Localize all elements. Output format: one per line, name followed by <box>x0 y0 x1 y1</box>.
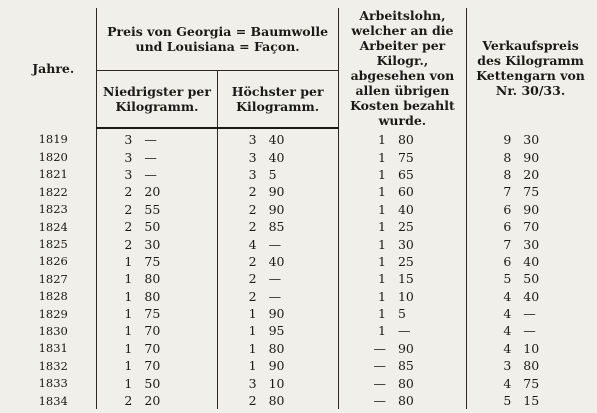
wage-francs-cell: 1 <box>338 288 390 305</box>
highest-centimes-cell: 90 <box>268 184 285 200</box>
highest-centimes-cell: — <box>268 288 282 304</box>
wage-francs-cell: — <box>338 374 390 391</box>
highest-centimes-cell: 80 <box>268 340 285 356</box>
price-francs-cell: 7 <box>467 183 516 200</box>
highest-centimes-cell: 80 <box>268 393 285 409</box>
year-cell: 1827 <box>38 271 68 286</box>
lowest-francs-cell: 1 <box>97 357 138 374</box>
year-cell: 1826 <box>38 254 68 269</box>
price-centimes-cell: 90 <box>523 201 540 217</box>
price-francs-cell: 8 <box>467 166 516 183</box>
wage-centimes-cell: 80 <box>397 131 414 147</box>
wage-francs-cell: — <box>338 340 390 357</box>
year-cell: 1832 <box>38 358 68 373</box>
wage-francs-cell: 1 <box>338 183 390 200</box>
highest-centimes-cell: 40 <box>268 253 285 269</box>
lowest-francs-cell: 2 <box>97 183 138 200</box>
highest-centimes-cell: 90 <box>268 358 285 374</box>
table-row <box>10 270 594 287</box>
lowest-francs-cell: 1 <box>97 322 138 339</box>
highest-price-header: Höchster per Kilogramm. <box>217 70 338 128</box>
lowest-centimes-cell: 80 <box>144 271 161 287</box>
wage-centimes-cell: 40 <box>397 201 414 217</box>
wage-column-header: Arbeitslohn, welcher an die Arbeiter per Kilogr., abgesehen von allen übrigen Kosten bezahlt wurde. <box>338 8 466 128</box>
year-cell: 1819 <box>38 132 68 147</box>
lowest-francs-cell: 2 <box>97 392 138 409</box>
wage-francs-cell: 1 <box>338 270 390 287</box>
price-francs-cell: 6 <box>467 218 516 235</box>
highest-centimes-cell: 5 <box>268 166 277 182</box>
lowest-centimes-cell: 70 <box>144 358 161 374</box>
year-cell: 1820 <box>38 150 68 165</box>
year-cell: 1825 <box>38 237 68 252</box>
highest-centimes-cell: 85 <box>268 219 285 235</box>
price-francs-cell: 4 <box>467 374 516 391</box>
highest-francs-cell: 2 <box>217 253 263 270</box>
wage-francs-cell: — <box>338 392 390 409</box>
year-cell: 1830 <box>38 323 68 338</box>
price-francs-cell: 9 <box>467 128 516 148</box>
wage-centimes-cell: 25 <box>397 219 414 235</box>
year-cell: 1831 <box>38 341 68 356</box>
lowest-francs-cell: 1 <box>97 288 138 305</box>
lowest-centimes-cell: 50 <box>144 219 161 235</box>
lowest-francs-cell: 2 <box>97 201 138 218</box>
year-column-header: Jahre. <box>32 60 75 76</box>
table-row <box>10 288 594 305</box>
lowest-centimes-cell: 30 <box>144 236 161 252</box>
lowest-francs-cell: 3 <box>97 148 138 165</box>
price-francs-cell: 4 <box>467 340 516 357</box>
highest-centimes-cell: 40 <box>268 149 285 165</box>
wage-centimes-cell: 15 <box>397 271 414 287</box>
year-cell: 1833 <box>38 376 68 391</box>
highest-francs-cell: 3 <box>217 374 263 391</box>
highest-francs-cell: 3 <box>217 166 263 183</box>
wage-francs-cell: 1 <box>338 201 390 218</box>
lowest-francs-cell: 3 <box>97 166 138 183</box>
price-centimes-cell: 50 <box>523 271 540 287</box>
price-francs-cell: 7 <box>467 235 516 252</box>
wage-francs-cell: 1 <box>338 322 390 339</box>
lowest-francs-cell: 2 <box>97 218 138 235</box>
lowest-centimes-cell: 20 <box>144 184 161 200</box>
wage-centimes-cell: 10 <box>397 288 414 304</box>
price-francs-cell: 4 <box>467 322 516 339</box>
table-row <box>10 166 594 183</box>
highest-francs-cell: 2 <box>217 392 263 409</box>
wage-centimes-cell: 85 <box>397 358 414 374</box>
price-centimes-cell: 15 <box>523 393 540 409</box>
highest-francs-cell: 1 <box>217 322 263 339</box>
highest-centimes-cell: 90 <box>268 201 285 217</box>
highest-francs-cell: 2 <box>217 218 263 235</box>
highest-francs-cell: 2 <box>217 288 263 305</box>
lowest-centimes-cell: — <box>144 149 157 165</box>
price-centimes-cell: 80 <box>523 358 540 374</box>
highest-centimes-cell: 40 <box>268 132 285 148</box>
table-row <box>10 235 594 252</box>
price-francs-cell: 6 <box>467 201 516 218</box>
highest-francs-cell: 1 <box>217 305 263 322</box>
lowest-francs-cell: 2 <box>97 235 138 252</box>
year-cell: 1823 <box>38 202 68 217</box>
lowest-centimes-cell: 50 <box>144 375 161 391</box>
lowest-centimes-cell: — <box>144 166 157 182</box>
price-francs-cell: 4 <box>467 305 516 322</box>
lowest-francs-cell: 1 <box>97 253 138 270</box>
table-row <box>10 357 594 374</box>
highest-centimes-cell: 10 <box>268 375 285 391</box>
price-centimes-cell: 40 <box>523 288 540 304</box>
highest-francs-cell: 2 <box>217 201 263 218</box>
table-row <box>10 305 594 322</box>
price-centimes-cell: — <box>523 323 536 339</box>
price-centimes-cell: 40 <box>523 253 540 269</box>
highest-francs-cell: 3 <box>217 148 263 165</box>
lowest-centimes-cell: 20 <box>144 393 161 409</box>
year-cell: 1821 <box>38 167 68 182</box>
wage-francs-cell: 1 <box>338 305 390 322</box>
highest-centimes-cell: — <box>268 236 282 252</box>
wage-centimes-cell: 60 <box>397 184 414 200</box>
price-francs-cell: 5 <box>467 392 516 409</box>
wage-centimes-cell: 65 <box>397 166 414 182</box>
year-cell: 1834 <box>38 393 68 408</box>
lowest-centimes-cell: 70 <box>144 340 161 356</box>
wage-centimes-cell: 25 <box>397 253 414 269</box>
lowest-price-header: Niedrigster per Kilogramm. <box>97 70 217 128</box>
highest-centimes-cell: 90 <box>268 306 285 322</box>
price-centimes-cell: 75 <box>523 375 540 391</box>
wage-francs-cell: 1 <box>338 148 390 165</box>
sale-price-column-header: Verkaufspreis des Kilogramm Kettengarn von Nr. 30/33. <box>467 8 594 128</box>
highest-francs-cell: 3 <box>217 128 263 148</box>
wage-francs-cell: 1 <box>338 218 390 235</box>
wage-centimes-cell: 80 <box>397 375 414 391</box>
highest-francs-cell: 4 <box>217 235 263 252</box>
wage-centimes-cell: 80 <box>397 393 414 409</box>
wage-centimes-cell: — <box>397 323 411 339</box>
year-cell: 1824 <box>38 219 68 234</box>
table-row <box>10 128 594 148</box>
georgia-price-group-header: Preis von Georgia = Baumwolle und Louisiana = Façon. <box>97 8 338 70</box>
lowest-francs-cell: 1 <box>97 270 138 287</box>
year-cell: 1828 <box>38 289 68 304</box>
price-francs-cell: 6 <box>467 253 516 270</box>
price-centimes-cell: 30 <box>523 236 540 252</box>
table-row <box>10 253 594 270</box>
table-row <box>10 201 594 218</box>
lowest-francs-cell: 1 <box>97 374 138 391</box>
highest-francs-cell: 1 <box>217 340 263 357</box>
wage-francs-cell: 1 <box>338 166 390 183</box>
table-row <box>10 183 594 200</box>
lowest-centimes-cell: 75 <box>144 306 161 322</box>
lowest-francs-cell: 3 <box>97 128 138 148</box>
price-francs-cell: 4 <box>467 288 516 305</box>
table-row <box>10 340 594 357</box>
wage-centimes-cell: 90 <box>397 340 414 356</box>
price-centimes-cell: 10 <box>523 340 540 356</box>
table-header <box>10 8 594 128</box>
lowest-centimes-cell: — <box>144 132 157 148</box>
lowest-francs-cell: 1 <box>97 340 138 357</box>
lowest-centimes-cell: 80 <box>144 288 161 304</box>
price-centimes-cell: 75 <box>523 184 540 200</box>
lowest-centimes-cell: 55 <box>144 201 161 217</box>
price-centimes-cell: 30 <box>523 131 540 147</box>
highest-centimes-cell: — <box>268 271 282 287</box>
price-centimes-cell: 90 <box>523 149 540 165</box>
highest-francs-cell: 1 <box>217 357 263 374</box>
highest-centimes-cell: 95 <box>268 323 285 339</box>
highest-francs-cell: 2 <box>217 183 263 200</box>
cotton-price-table <box>10 8 594 409</box>
year-cell: 1822 <box>38 184 68 199</box>
table-row <box>10 322 594 339</box>
wage-francs-cell: — <box>338 357 390 374</box>
table-row <box>10 148 594 165</box>
highest-francs-cell: 2 <box>217 270 263 287</box>
wage-francs-cell: 1 <box>338 253 390 270</box>
table-row <box>10 374 594 391</box>
wage-francs-cell: 1 <box>338 128 390 148</box>
price-francs-cell: 5 <box>467 270 516 287</box>
price-centimes-cell: 70 <box>523 219 540 235</box>
table-row <box>10 392 594 409</box>
price-francs-cell: 8 <box>467 148 516 165</box>
table-row <box>10 218 594 235</box>
price-centimes-cell: — <box>523 306 536 322</box>
price-francs-cell: 3 <box>467 357 516 374</box>
lowest-centimes-cell: 70 <box>144 323 161 339</box>
wage-centimes-cell: 5 <box>397 306 406 322</box>
lowest-centimes-cell: 75 <box>144 253 161 269</box>
wage-centimes-cell: 75 <box>397 149 414 165</box>
year-cell: 1829 <box>38 306 68 321</box>
table-body <box>10 128 594 409</box>
lowest-francs-cell: 1 <box>97 305 138 322</box>
wage-centimes-cell: 30 <box>397 236 414 252</box>
wage-francs-cell: 1 <box>338 235 390 252</box>
price-centimes-cell: 20 <box>523 166 540 182</box>
